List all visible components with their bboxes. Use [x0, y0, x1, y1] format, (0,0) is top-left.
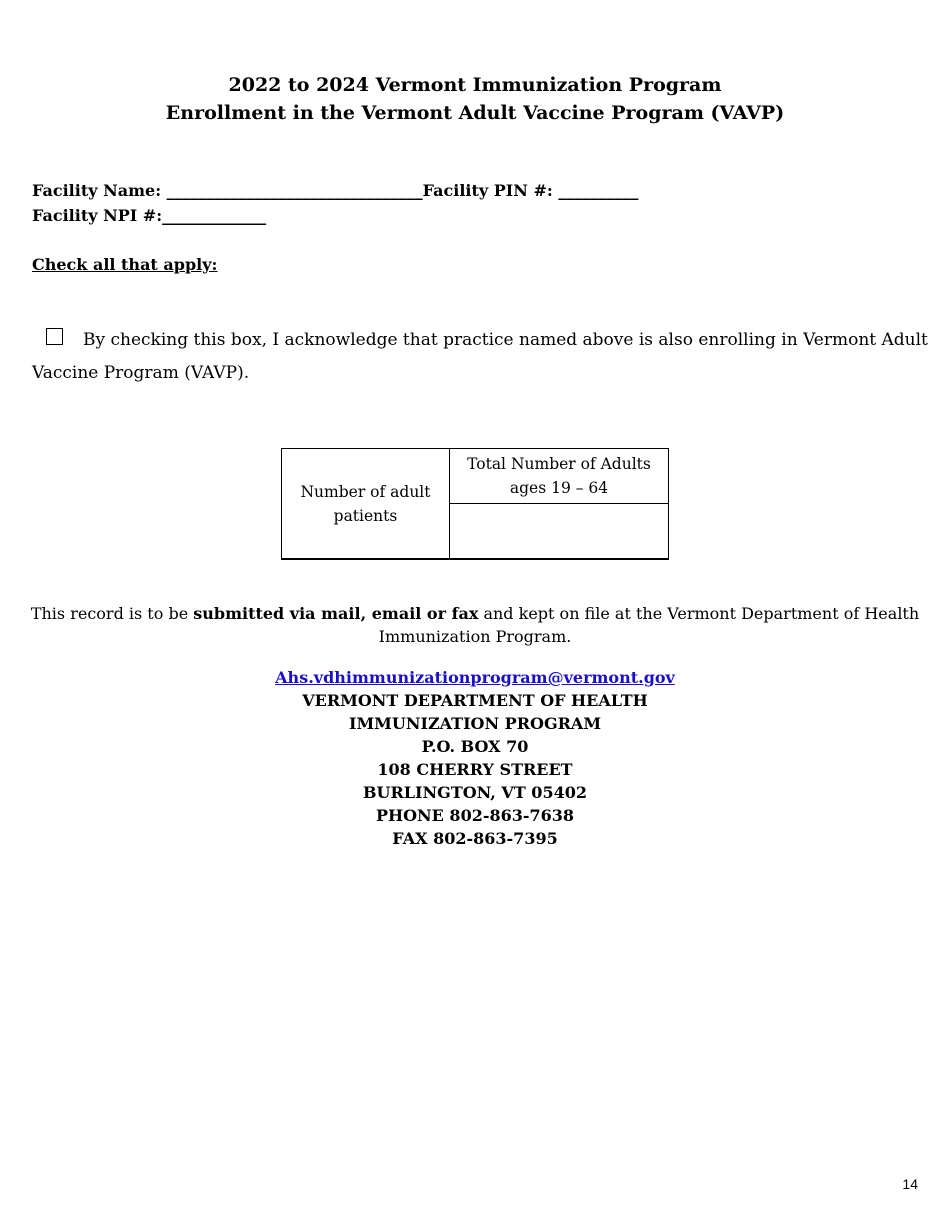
vavp-enroll-checkbox[interactable]	[46, 328, 63, 345]
facility-npi-label: Facility NPI #:	[32, 206, 163, 225]
facility-pin-field[interactable]: __________	[558, 181, 639, 200]
facility-name-label: Facility Name:	[32, 181, 167, 200]
acknowledgement-text-line-2: Vaccine Program (VAVP).	[32, 363, 250, 383]
facility-name-row	[32, 181, 638, 200]
submission-text-after: and kept on file at the Vermont Department of Health Immunization Program.	[378, 604, 920, 646]
email-link[interactable]: Ahs.vdhimmunizationprogram@vermont.gov	[275, 668, 675, 687]
column-header-cell: Total Number of Adults ages 19 – 64	[450, 449, 668, 504]
submission-note	[30, 602, 920, 648]
facility-name-field[interactable]: ________________________________	[166, 181, 423, 200]
street-address: 108 CHERRY STREET	[377, 760, 573, 779]
phone-number: PHONE 802-863-7638	[375, 806, 575, 825]
row-label-cell: Number of adult patients	[282, 449, 450, 558]
acknowledgement-text-line-1: By checking this box, I acknowledge that practice named above is also enrolling in Vermont Adult	[83, 330, 928, 350]
program-name: IMMUNIZATION PROGRAM	[348, 714, 602, 733]
po-box: P.O. BOX 70	[421, 737, 529, 756]
facility-npi-row	[32, 206, 266, 225]
facility-pin-label: Facility PIN #:	[422, 181, 559, 200]
page-number: 14	[902, 1176, 918, 1192]
adult-patients-table	[281, 448, 669, 560]
contact-block	[0, 666, 950, 850]
org-name: VERMONT DEPARTMENT OF HEALTH	[302, 691, 648, 710]
check-all-heading: Check all that apply:	[32, 255, 218, 274]
submission-text-before: This record is to be	[30, 604, 194, 623]
facility-npi-field[interactable]: _____________	[162, 206, 267, 225]
title-line-1: 2022 to 2024 Vermont Immunization Program	[228, 74, 722, 96]
city-state-zip: BURLINGTON, VT 05402	[363, 783, 587, 802]
fax-number: FAX 802-863-7395	[392, 829, 558, 848]
submission-text-bold: submitted via mail, email or fax	[193, 604, 479, 623]
adult-count-input-cell[interactable]	[450, 504, 668, 558]
title-line-2: Enrollment in the Vermont Adult Vaccine Program (VAVP)	[165, 102, 785, 124]
